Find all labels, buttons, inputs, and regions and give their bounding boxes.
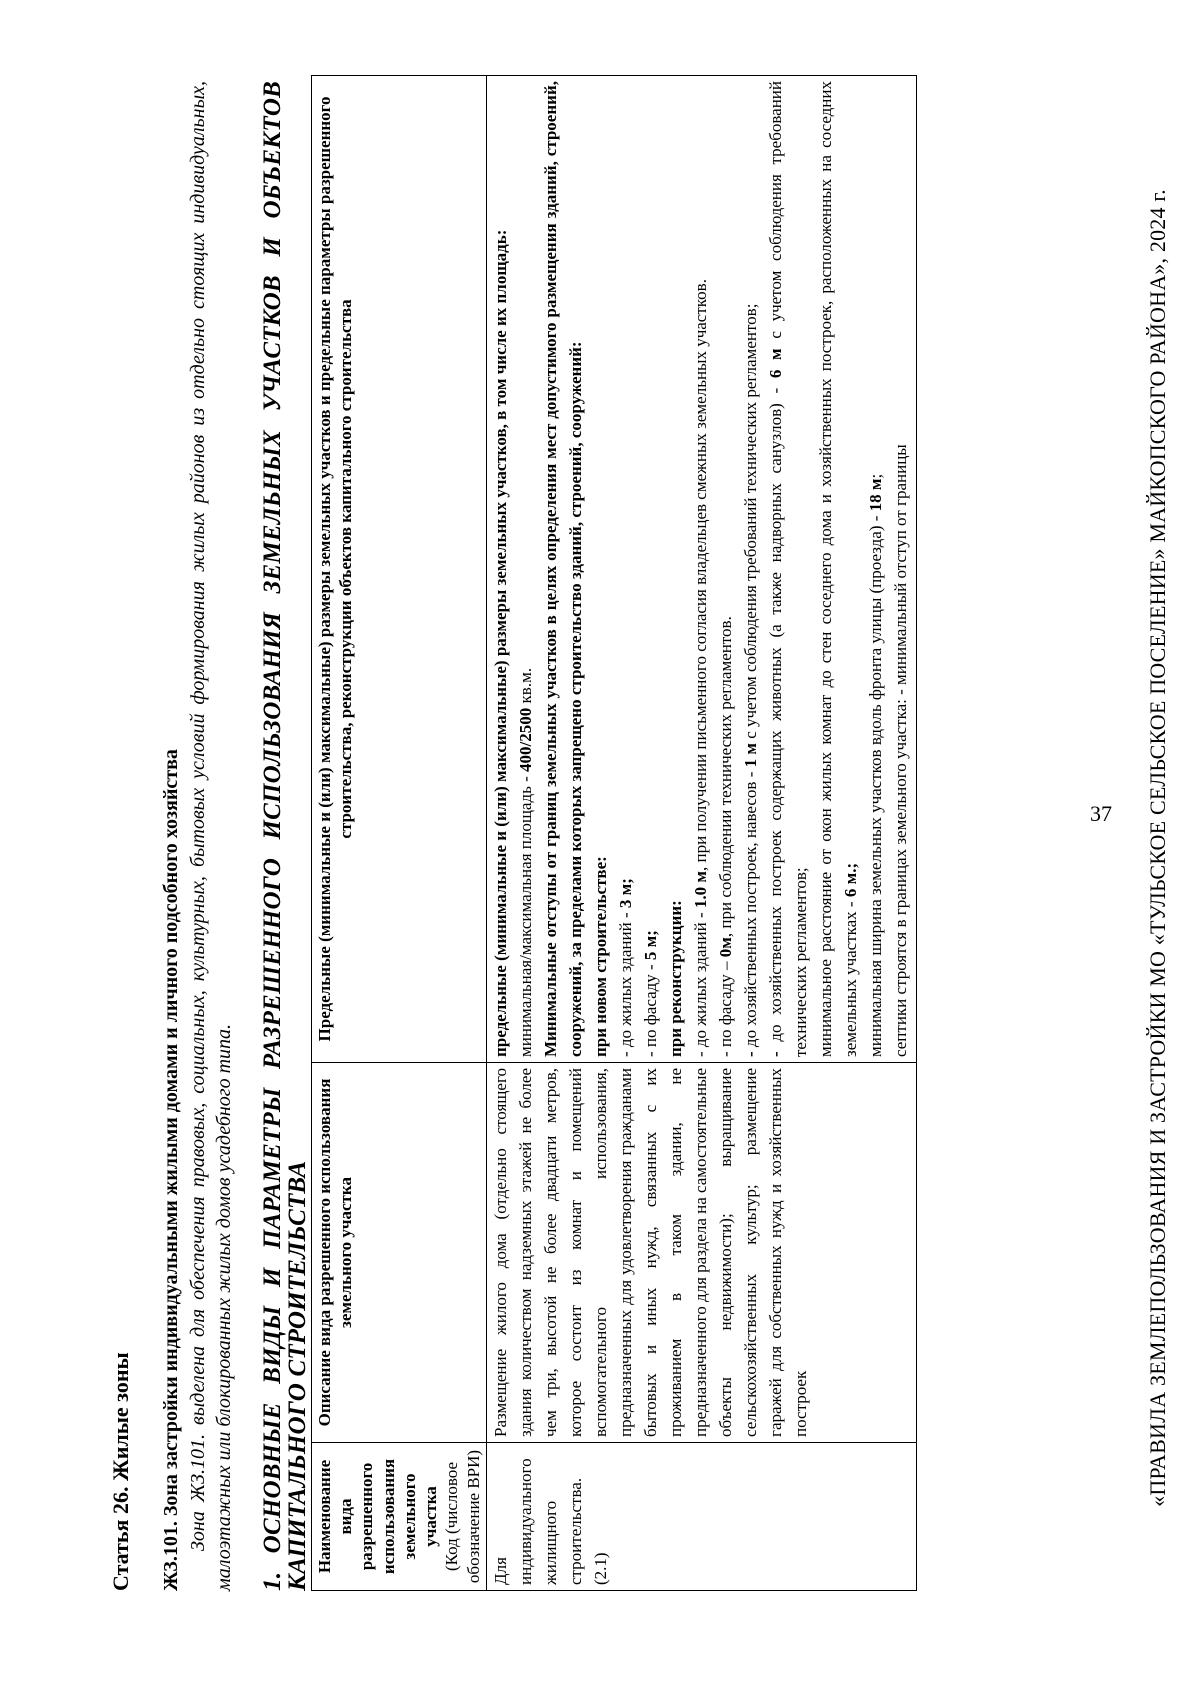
livestock-text: до хозяйственных построек содержащих животных (а также надворных санузлов) - (765, 387, 785, 1042)
header-code-note: (Код (числовое обозначение ВРИ) (442, 1449, 483, 1584)
width-value: 18 м (865, 478, 885, 512)
page-number: 37 (1090, 801, 1112, 826)
outbuildings-text: до хозяйственных построек, навесов - (740, 771, 760, 1048)
page-footer: «ПРАВИЛА ЗЕМЛЕПОЛЬЗОВАНИЯ И ЗАСТРОЙКИ МО «ТУЛЬСКОЕ СЕЛЬСКОЕ ПОСЕЛЕНИЕ» МАЙКОПСКОГО РАЙОНА», 2024 г. (1145, 189, 1170, 1507)
row-description: Размещение жилого дома (отдельно стоящего здания количеством надземных этажей не более чем три, высотой не более двадцати метров, которое состоит из комнат и помещений вспомогательного использования, предназначенных для удовлетворения гражданами бытовых и иных нужд, связанных с их проживанием в таком здании, не предназначенного для раздела на самостоятельные объекты недвижимости); выращивание сельскохозяйственных культур; размещение гаражей для собственных нужд и хозяйственных построек (486, 1063, 916, 1443)
outbuildings-line (739, 81, 764, 1057)
area-line (514, 81, 539, 1057)
recon-facade-tail: , при соблюдении технических регламентов. (715, 616, 735, 938)
limits-title: предельные (минимальные и (или) максимальные) размеры земельных участков, в том числе их площадь: (490, 229, 510, 1057)
new-residential-value: 3 м; (615, 878, 635, 909)
header-name (311, 1443, 486, 1591)
recon-facade-line (714, 81, 739, 1057)
recon-facade-value: 0м (715, 937, 735, 958)
zone-title: ЖЗ.101. Зона застройки индивидуальными жилыми домами и личного подсобного хозяйства (160, 749, 182, 1591)
septic-line: септики строятся в границах земельного участка: - минимальный отступ от границы (890, 444, 910, 1057)
new-residential-line (614, 81, 639, 1057)
livestock-line (764, 81, 814, 1057)
recon-residential-line (689, 81, 714, 1057)
section-heading: 1. ОСНОВНЫЕ ВИДЫ И ПАРАМЕТРЫ РАЗРЕШЕННОГО ИСПОЛЬЗОВАНИЯ ЗЕМЕЛЬНЫХ УЧАСТКОВ И ОБЪЕКТОВ КАПИТАЛЬНОГО СТРОИТЕЛЬСТВА (258, 81, 312, 1591)
new-build-title: при новом строительстве: (590, 856, 610, 1057)
outbuildings-tail: с учетом соблюдения требований технических регламентов; (740, 303, 760, 739)
reconstruction-title: при реконструкции: (665, 900, 685, 1057)
article-title: Статья 26. Жилые зоны (108, 1352, 133, 1591)
new-facade-value: 5 м; (640, 930, 660, 961)
header-description: Описание вида разрешенного использования земельного участка (311, 1063, 486, 1443)
row-params (486, 76, 916, 1063)
zone-description: Зона ЖЗ.101. выделена для обеспечения правовых, социальных, культурных, бытовых условий формирования жилых районов из отдельно стоящих индивидуальных, малоэтажных или блокированных жилых домов усадебного типа. (187, 81, 236, 1591)
row-name: Для индивидуального жилищного строительства. (2.1) (486, 1443, 916, 1591)
land-use-table (311, 75, 917, 1591)
width-text: минимальная ширина земельных участков вдоль фронта улицы (проезда) - (865, 515, 885, 1057)
new-facade-line (639, 81, 664, 1057)
livestock-value: 6 м (765, 348, 785, 379)
distance-text: минимальное расстояние от окон жилых комнат до стен соседнего дома и хозяйственных построек, расположенных на соседних земельных участках - (815, 81, 860, 1057)
recon-residential-value: 1.0 м (690, 871, 710, 909)
recon-residential-text: - до жилых зданий - (690, 912, 710, 1057)
area-unit: кв.м. (515, 667, 535, 704)
header-params: Предельные (минимальные и (или) максимальные) размеры земельных участков и предельные параметры разрешенного строительства, реконструкции объектов капитального строительства (311, 76, 486, 1063)
width-tail: ; (865, 473, 885, 479)
area-value: 400/2500 (515, 707, 535, 772)
outbuildings-value: 1 м (740, 743, 760, 768)
new-residential-text: - до жилых зданий - (615, 912, 635, 1057)
table-row (486, 76, 916, 1591)
outbuildings-dash: - (740, 1051, 760, 1057)
page-content (108, 81, 917, 1591)
setback-title: Минимальные отступы от границ земельных участков в целях определения мест допустимого размещения зданий, строений, сооружений, за пределами которых запрещено строительство зданий, строений, сооружений: (540, 81, 585, 1057)
distance-value: 6 м.; (840, 862, 860, 898)
recon-facade-text: - по фасаду – (715, 961, 735, 1057)
area-text: минимальная/максимальная площадь - (515, 776, 535, 1057)
width-line (864, 81, 889, 1057)
livestock-dash: - (765, 1051, 785, 1057)
new-facade-text: - по фасаду - (640, 964, 660, 1057)
recon-residential-tail: , при получении письменного согласия владельцев смежных земельных участков. (690, 279, 710, 872)
header-name-text: Наименование вида разрешенного использования земельного участка (314, 1458, 441, 1575)
table-header-row (311, 76, 486, 1591)
livestock-tail: с учетом соблюдения требований технических регламентов; (765, 81, 810, 1057)
distance-line (814, 81, 864, 1057)
